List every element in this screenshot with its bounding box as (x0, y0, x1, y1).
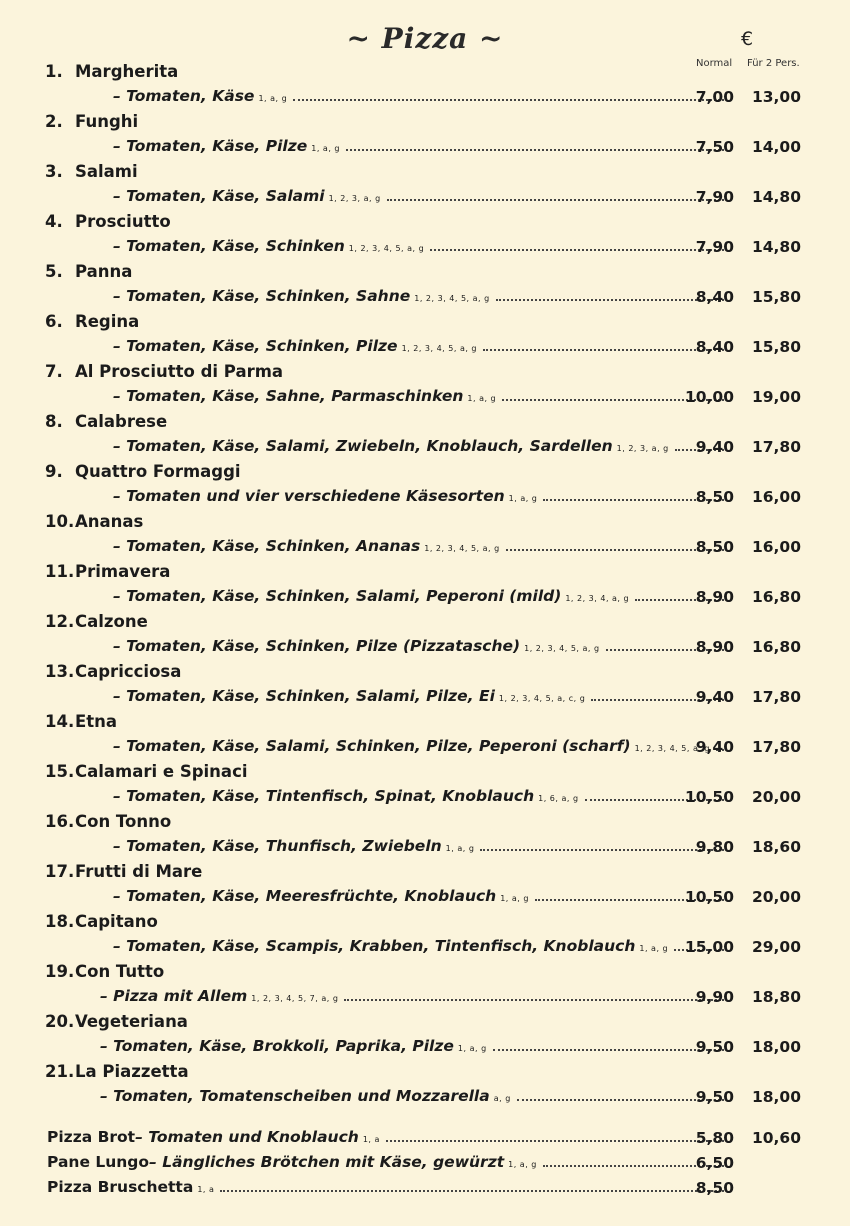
allergen-codes: 1, 2, 3, 4, 5, 7, a, g (251, 994, 339, 1003)
extra-description-row (47, 1153, 728, 1171)
leader-dots (493, 1049, 724, 1051)
item-name: Al Prosciutto di Parma (75, 362, 284, 381)
item-description-row (113, 287, 728, 305)
price-two-persons: 18,80 (751, 988, 801, 1006)
leader-dots (480, 849, 724, 851)
allergen-codes: 1, a (197, 1185, 215, 1194)
leader-dots (430, 249, 724, 251)
allergen-codes: 1, a, g (445, 844, 475, 853)
extra-description: – Tomaten und Knoblauch (135, 1128, 359, 1146)
item-name: Vegeteriana (75, 1012, 188, 1031)
extra-description-row (47, 1178, 728, 1196)
item-description-row (113, 887, 728, 905)
menu-item (0, 812, 850, 862)
allergen-codes: 1, 2, 3, 4, 5, a, g (634, 744, 711, 753)
item-description-row (113, 137, 728, 155)
item-number: 21. (45, 1062, 75, 1081)
item-name: Regina (75, 312, 140, 331)
item-description-row (113, 737, 728, 755)
price-two-persons: 16,80 (751, 588, 801, 606)
item-description-row (100, 1037, 728, 1055)
price-normal: 7,50 (695, 138, 734, 156)
item-description-row (113, 187, 728, 205)
price-normal: 9,50 (695, 1088, 734, 1106)
item-number: 4. (45, 212, 63, 231)
item-description: – Tomaten, Käse, Schinken, Salami, Peperoni (mild) (113, 587, 562, 605)
item-number: 14. (45, 712, 75, 731)
price-normal: 7,90 (695, 238, 734, 256)
price-normal: 10,00 (684, 388, 734, 406)
allergen-codes: 1, 6, a, g (538, 794, 579, 803)
price-two-persons: 16,80 (751, 638, 801, 656)
menu-item (0, 212, 850, 262)
item-name: Ananas (75, 512, 144, 531)
item-description: – Tomaten, Käse, Schinken, Salami, Pilze, Ei (113, 687, 495, 705)
menu-item (0, 262, 850, 312)
price-normal: 8,50 (695, 538, 734, 556)
item-description: – Tomaten, Käse, Schinken, Pilze (Pizzatasche) (113, 637, 521, 655)
allergen-codes: 1, a, g (500, 894, 529, 903)
item-description: – Tomaten, Käse, Salami (113, 187, 325, 205)
price-two-persons: 18,60 (751, 838, 801, 856)
menu-item (0, 462, 850, 512)
item-name: Con Tutto (75, 962, 165, 981)
item-description: – Tomaten, Käse, Tintenfisch, Spinat, Knoblauch (113, 787, 535, 805)
leader-dots (346, 149, 724, 151)
allergen-codes: 1, 2, 3, 4, 5, a, g (348, 244, 425, 253)
item-number: 6. (45, 312, 63, 331)
column-header-two-persons: Für 2 Pers. (747, 58, 800, 69)
price-normal: 8,40 (695, 288, 734, 306)
item-description: – Tomaten, Käse, Schinken, Pilze (113, 337, 398, 355)
extra-name: Pizza Brot (47, 1128, 136, 1146)
price-two-persons: 14,80 (751, 238, 801, 256)
item-description: – Tomaten, Käse, Schinken (113, 237, 345, 255)
item-name: Panna (75, 262, 133, 281)
menu-item (0, 862, 850, 912)
extra-item (0, 1153, 850, 1178)
item-description-row (113, 787, 728, 805)
item-description-row (113, 937, 728, 955)
allergen-codes: a, g (493, 1094, 511, 1103)
item-number: 17. (45, 862, 75, 881)
item-name: Etna (75, 712, 118, 731)
item-number: 3. (45, 162, 63, 181)
item-description: – Tomaten, Käse, Brokkoli, Paprika, Pilze (100, 1037, 454, 1055)
item-number: 19. (45, 962, 75, 981)
leader-dots (517, 1099, 724, 1101)
item-description: – Tomaten, Käse, Scampis, Krabben, Tintenfisch, Knoblauch (113, 937, 636, 955)
item-description: – Tomaten, Käse, Sahne, Parmaschinken (113, 387, 464, 405)
item-name: Calabrese (75, 412, 168, 431)
leader-dots (387, 199, 724, 201)
leader-dots (344, 999, 724, 1001)
item-description-row (113, 837, 728, 855)
pizza-list (0, 62, 850, 1112)
item-number: 1. (45, 62, 63, 81)
allergen-codes: 1, 2, 3, a, g (328, 194, 381, 203)
price-normal: 8,50 (695, 488, 734, 506)
menu-item (0, 412, 850, 462)
price-normal: 8,90 (695, 638, 734, 656)
price-normal: 7,00 (695, 88, 734, 106)
item-description: – Tomaten, Tomatenscheiben und Mozzarella (100, 1087, 490, 1105)
item-name: Salami (75, 162, 138, 181)
price-two-persons: 14,80 (751, 188, 801, 206)
menu-item (0, 712, 850, 762)
item-name: Primavera (75, 562, 171, 581)
price-two-persons: 18,00 (751, 1088, 801, 1106)
allergen-codes: 1, 2, 3, 4, 5, a, g (424, 544, 500, 553)
item-description-row (113, 537, 728, 555)
item-name: Funghi (75, 112, 139, 131)
item-description-row (113, 87, 728, 105)
menu-item (0, 112, 850, 162)
item-number: 16. (45, 812, 75, 831)
menu-item (0, 512, 850, 562)
price-two-persons: 16,00 (751, 538, 801, 556)
price-two-persons: 16,00 (751, 488, 801, 506)
item-name: Margherita (75, 62, 179, 81)
price-normal: 15,00 (684, 938, 734, 956)
item-description: – Pizza mit Allem (100, 987, 248, 1005)
item-description: – Tomaten, Käse, Salami, Zwiebeln, Knoblauch, Sardellen (113, 437, 613, 455)
price-normal: 8,50 (695, 1179, 734, 1197)
leader-dots (293, 99, 724, 101)
allergen-codes: 1, 2, 3, 4, 5, a, c, g (498, 694, 586, 703)
item-description-row (100, 1087, 728, 1105)
item-description: – Tomaten und vier verschiedene Käsesorten (113, 487, 505, 505)
price-two-persons: 18,00 (751, 1038, 801, 1056)
price-two-persons: 19,00 (751, 388, 801, 406)
price-normal: 9,40 (695, 688, 734, 706)
price-normal: 9,40 (695, 438, 734, 456)
menu-item (0, 1012, 850, 1062)
item-description-row (113, 637, 728, 655)
leader-dots (496, 299, 724, 301)
price-two-persons: 17,80 (751, 688, 801, 706)
price-two-persons: 10,60 (751, 1129, 801, 1147)
item-number: 15. (45, 762, 75, 781)
item-name: Capitano (75, 912, 158, 931)
item-description-row (113, 237, 728, 255)
item-name: Capricciosa (75, 662, 182, 681)
menu-item (0, 562, 850, 612)
item-description: – Tomaten, Käse, Schinken, Ananas (113, 537, 421, 555)
price-two-persons: 15,80 (751, 338, 801, 356)
allergen-codes: 1, 2, 3, 4, a, g (565, 594, 630, 603)
menu-item (0, 1062, 850, 1112)
item-name: Calzone (75, 612, 148, 631)
leader-dots (506, 549, 724, 551)
price-normal: 9,40 (695, 738, 734, 756)
price-two-persons: 20,00 (751, 888, 801, 906)
currency-symbol: € (741, 28, 754, 50)
menu-item (0, 362, 850, 412)
allergen-codes: 1, 2, 3, a, g (616, 444, 669, 453)
item-number: 2. (45, 112, 63, 131)
item-name: Frutti di Mare (75, 862, 203, 881)
item-description-row (113, 587, 728, 605)
price-two-persons: 29,00 (751, 938, 801, 956)
item-description: – Tomaten, Käse, Pilze (113, 137, 308, 155)
menu-item (0, 312, 850, 362)
menu-item (0, 62, 850, 112)
menu-item (0, 662, 850, 712)
menu-item (0, 762, 850, 812)
item-description: – Tomaten, Käse, Salami, Schinken, Pilze, Peperoni (scharf) (113, 737, 631, 755)
item-number: 9. (45, 462, 63, 481)
item-description: – Tomaten, Käse, Schinken, Sahne (113, 287, 411, 305)
item-name: Con Tonno (75, 812, 172, 831)
price-normal: 9,50 (695, 1038, 734, 1056)
price-normal: 9,90 (695, 988, 734, 1006)
extra-item (0, 1178, 850, 1203)
price-two-persons: 17,80 (751, 738, 801, 756)
price-normal: 10,50 (684, 888, 734, 906)
allergen-codes: 1, a, g (508, 1160, 537, 1169)
page-title: ~ Pizza ~ (346, 22, 504, 55)
allergen-codes: 1, a (362, 1135, 380, 1144)
column-header-normal: Normal (696, 58, 733, 69)
menu-item (0, 912, 850, 962)
extra-item (0, 1128, 850, 1153)
extra-description-row (47, 1128, 728, 1146)
item-description-row (113, 687, 728, 705)
item-name: La Piazzetta (75, 1062, 189, 1081)
allergen-codes: 1, a, g (508, 494, 538, 503)
item-description-row (100, 987, 728, 1005)
price-two-persons: 20,00 (751, 788, 801, 806)
extra-description: – Längliches Brötchen mit Käse, gewürzt (149, 1153, 505, 1171)
allergen-codes: 1, a, g (467, 394, 497, 403)
price-two-persons: 14,00 (751, 138, 801, 156)
item-number: 10. (45, 512, 75, 531)
item-description-row (113, 337, 728, 355)
price-normal: 10,50 (684, 788, 734, 806)
extra-name: Pane Lungo (47, 1153, 150, 1171)
allergen-codes: 1, 2, 3, 4, 5, a, g (414, 294, 490, 303)
item-number: 5. (45, 262, 63, 281)
item-number: 12. (45, 612, 75, 631)
price-two-persons: 15,80 (751, 288, 801, 306)
item-description: – Tomaten, Käse, Meeresfrüchte, Knoblauch (113, 887, 497, 905)
price-normal: 8,90 (695, 588, 734, 606)
leader-dots (483, 349, 724, 351)
price-normal: 9,80 (695, 838, 734, 856)
leader-dots (220, 1190, 724, 1192)
item-number: 18. (45, 912, 75, 931)
menu-item (0, 162, 850, 212)
item-number: 7. (45, 362, 63, 381)
item-description: – Tomaten, Käse (113, 87, 255, 105)
price-normal: 8,40 (695, 338, 734, 356)
item-name: Calamari e Spinaci (75, 762, 248, 781)
price-two-persons: 17,80 (751, 438, 801, 456)
price-two-persons: 13,00 (751, 88, 801, 106)
extras-list (0, 1128, 850, 1203)
item-description: – Tomaten, Käse, Thunfisch, Zwiebeln (113, 837, 442, 855)
allergen-codes: 1, 2, 3, 4, 5, a, g (401, 344, 478, 353)
item-description-row (113, 437, 728, 455)
item-description-row (113, 387, 728, 405)
item-number: 8. (45, 412, 63, 431)
price-normal: 6,50 (695, 1154, 734, 1172)
item-number: 13. (45, 662, 75, 681)
item-name: Quattro Formaggi (75, 462, 241, 481)
allergen-codes: 1, a, g (258, 94, 288, 103)
allergen-codes: 1, a, g (311, 144, 340, 153)
allergen-codes: 1, a, g (457, 1044, 487, 1053)
item-number: 11. (45, 562, 75, 581)
item-description-row (113, 487, 728, 505)
leader-dots (386, 1140, 724, 1142)
allergen-codes: 1, 2, 3, 4, 5, a, g (524, 644, 600, 653)
menu-item (0, 962, 850, 1012)
price-normal: 7,90 (695, 188, 734, 206)
item-number: 20. (45, 1012, 75, 1031)
item-name: Prosciutto (75, 212, 171, 231)
price-normal: 5,80 (695, 1129, 734, 1147)
menu-item (0, 612, 850, 662)
allergen-codes: 1, a, g (639, 944, 669, 953)
extra-name: Pizza Bruschetta (47, 1178, 194, 1196)
